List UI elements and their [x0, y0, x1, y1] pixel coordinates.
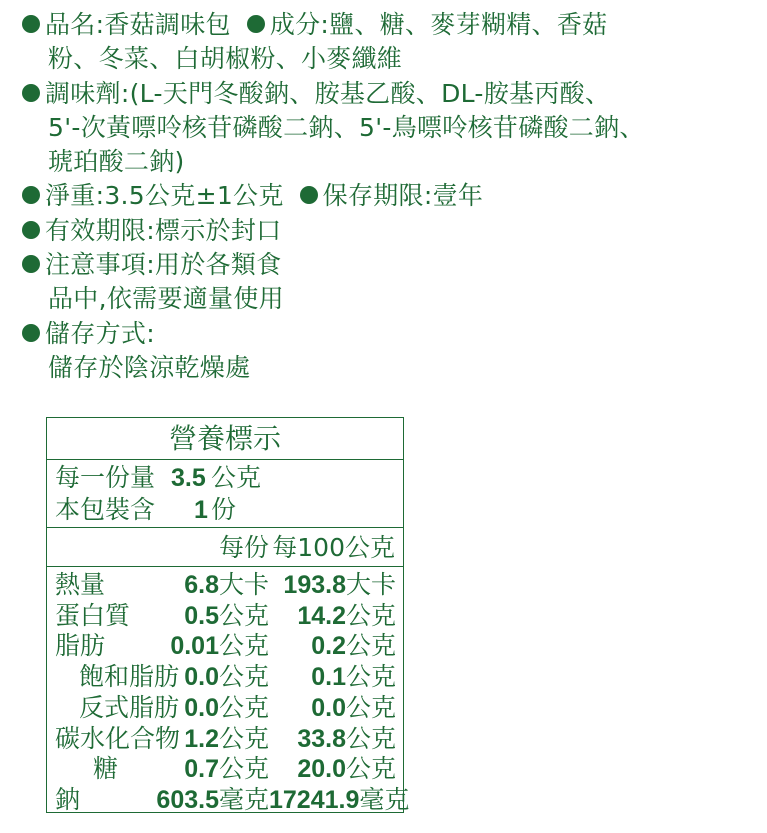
nutrient-name: 飽和脂肪 — [79, 662, 180, 692]
info-line-6 — [22, 179, 752, 213]
per-100g-value: 17241.9毫克 — [269, 784, 410, 814]
seasoning: 調味劑:(L-天門冬酸鈉、胺基乙酸、DL-胺基丙酸、 — [45, 78, 611, 108]
bullet-icon — [300, 186, 318, 204]
ingredients-continued: 粉、冬菜、白胡椒粉、小麥纖維 — [48, 44, 403, 74]
storage-method: 儲存方式: — [45, 318, 155, 348]
per-100g-value: 20.0公克 — [297, 754, 396, 784]
per-serving-value: 0.0公克 — [184, 662, 269, 692]
divider — [47, 459, 403, 460]
seasoning-continued-1: 5'-次黃嘌呤核苷磷酸二鈉、5'-鳥嘌呤核苷磷酸二鈉、 — [48, 112, 645, 142]
per-100g-value: 0.2公克 — [311, 631, 396, 661]
per-100g-value: 193.8大卡 — [283, 570, 396, 599]
col-per-100g: 每100公克 — [272, 533, 395, 562]
per-serving-value: 6.8大卡 — [184, 570, 269, 599]
bullet-icon — [22, 84, 40, 102]
seasoning-continued-2: 琥珀酸二鈉) — [48, 147, 185, 177]
bullet-icon — [22, 186, 40, 204]
ingredients: 成分:鹽、糖、麥芽糊精、香菇 — [269, 10, 608, 39]
bullet-icon — [22, 255, 40, 273]
per-serving-value: 0.7公克 — [184, 754, 269, 784]
info-line-7 — [22, 214, 752, 248]
nutrient-name: 脂肪 — [55, 631, 106, 661]
per-serving-value: 0.5公克 — [184, 600, 269, 630]
bullet-icon — [22, 221, 40, 239]
per-100g-value: 0.1公克 — [311, 662, 396, 692]
nutrient-name: 蛋白質 — [55, 600, 131, 630]
net-weight: 淨重:3.5公克±1公克 — [45, 181, 284, 211]
col-per-serving: 每份 — [218, 533, 269, 562]
bullet-icon — [22, 15, 40, 33]
per-serving-value: 0.0公克 — [184, 692, 269, 722]
divider — [47, 566, 403, 567]
info-line-8 — [22, 248, 752, 282]
product-name: 品名:香菇調味包 — [45, 10, 231, 39]
shelf-life: 保存期限:壹年 — [322, 181, 484, 211]
serving-size-value: 3.5 — [171, 464, 206, 492]
storage-continued: 儲存於陰涼乾燥處 — [48, 352, 251, 382]
per-serving-value: 0.01公克 — [170, 631, 269, 661]
divider — [47, 527, 403, 528]
expiry-date: 有效期限:標示於封口 — [45, 215, 282, 245]
servings-value: 1 — [194, 496, 208, 524]
per-100g-value: 14.2公克 — [297, 600, 396, 630]
serving-size-label: 每一份量 — [55, 463, 156, 492]
bullet-icon — [22, 324, 40, 342]
info-line-3 — [22, 77, 752, 111]
info-line-10 — [22, 317, 752, 351]
nutrient-name: 碳水化合物 — [55, 723, 181, 753]
notice-continued: 品中,依需要適量使用 — [48, 284, 284, 314]
nutrition-facts-table — [46, 417, 410, 814]
per-serving-value: 1.2公克 — [184, 723, 269, 753]
serving-size-unit: 公克 — [211, 463, 262, 492]
servings-unit: 份 — [211, 495, 237, 524]
nutrient-name: 熱量 — [55, 570, 106, 599]
info-line-1 — [22, 8, 752, 42]
nutrient-name: 糖 — [93, 754, 119, 784]
nutrient-name: 鈉 — [55, 784, 81, 814]
product-info — [22, 8, 752, 385]
servings-label: 本包裝含 — [55, 495, 156, 524]
per-100g-value: 0.0公克 — [311, 692, 396, 722]
per-serving-value: 603.5毫克 — [156, 784, 269, 814]
nutrition-title: 營養標示 — [168, 422, 281, 455]
notice: 注意事項:用於各類食 — [45, 250, 282, 280]
per-100g-value: 33.8公克 — [297, 723, 396, 753]
bullet-icon — [247, 15, 265, 33]
nutrient-name: 反式脂肪 — [79, 692, 180, 722]
